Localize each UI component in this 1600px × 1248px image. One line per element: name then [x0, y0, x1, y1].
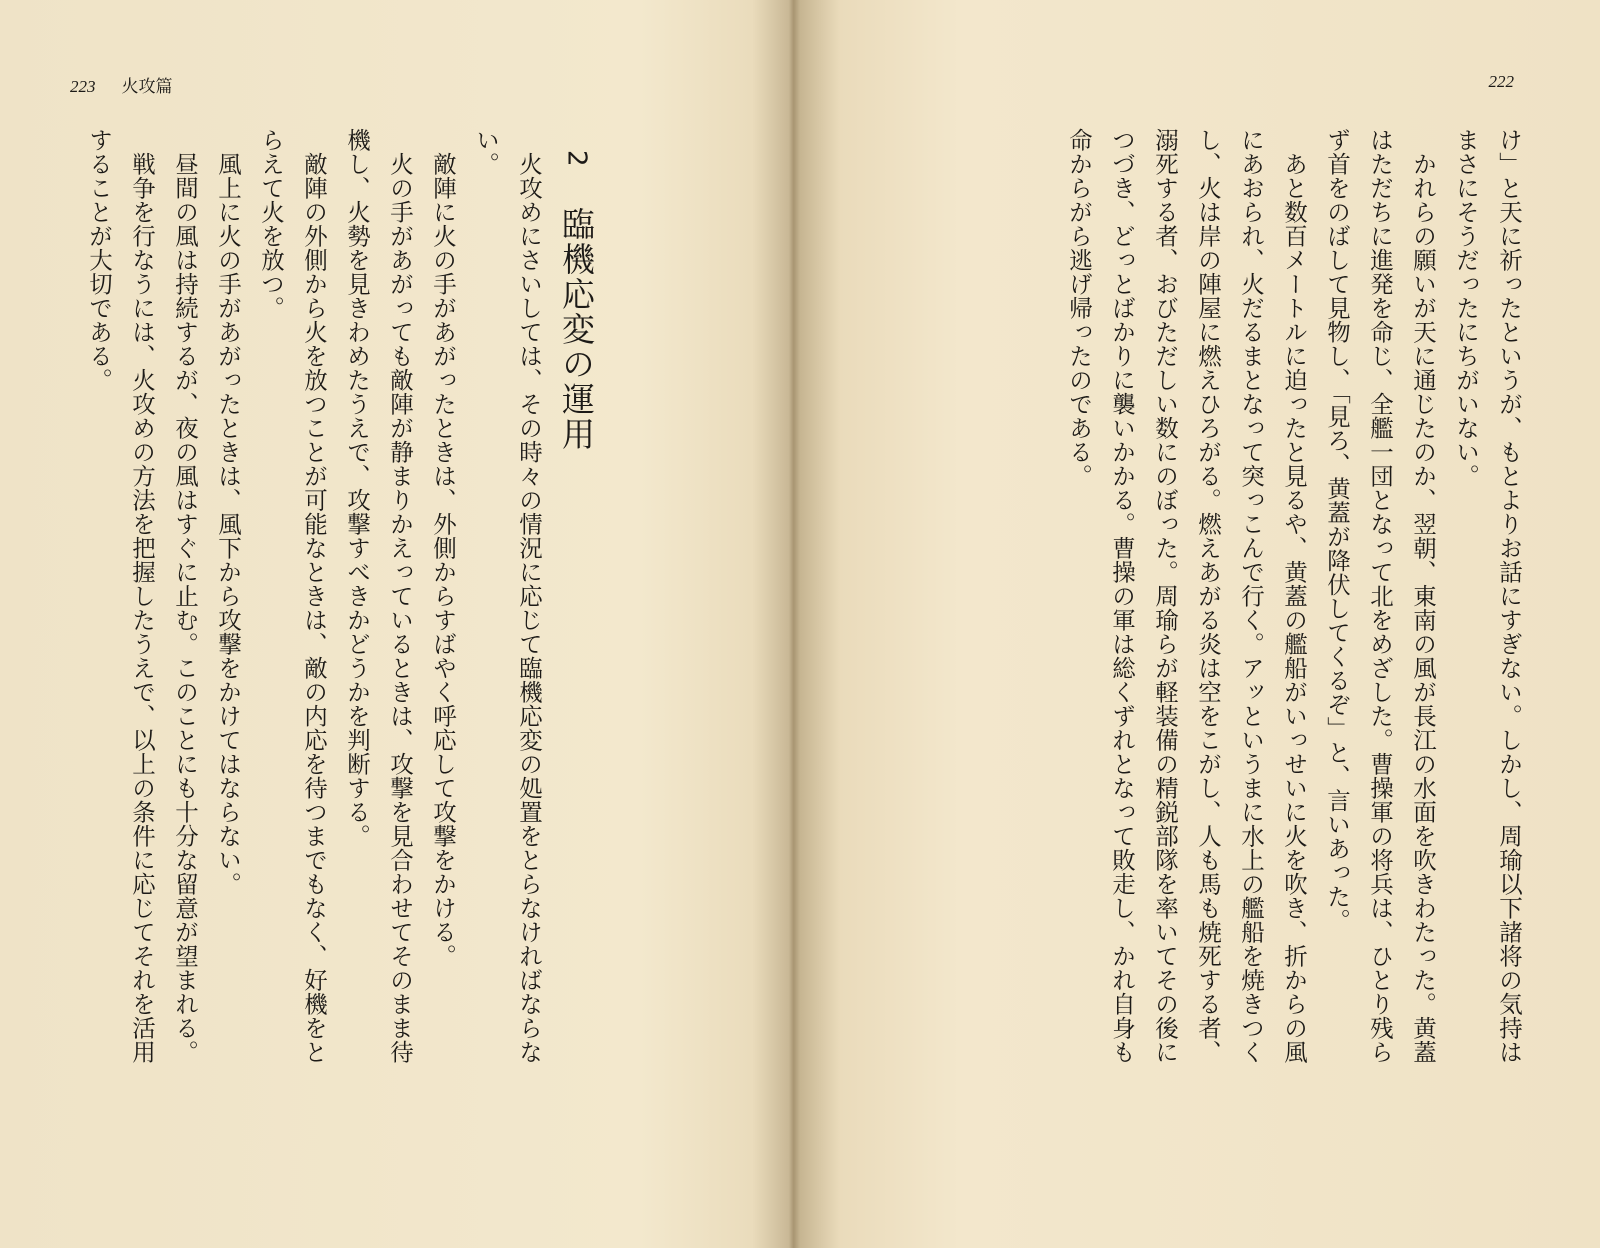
text-line: あと数百メートルに迫ったと見るや、黄蓋の艦船がいっせいに火を吹き、折からの風 — [1280, 151, 1308, 1064]
text-line: 風上に火の手があがったときは、風下から攻撃をかけてはならない。 — [214, 151, 242, 896]
text-line: 敵陣に火の手があがったときは、外側からすばやく呼応して攻撃をかける。 — [429, 151, 457, 968]
text-line: 昼間の風は持続するが、夜の風はすぐに止む。このことにも十分な留意が望まれる。 — [171, 151, 199, 1064]
running-head: 火攻篇 — [121, 77, 173, 97]
text-line: まさにそうだったにちがいない。 — [1452, 128, 1480, 488]
text-line: 敵陣の外側から火を放つことが可能なときは、敵の内応を待つまでもなく、好機をと — [300, 151, 328, 1064]
section-title: 臨機応変の運用 — [557, 206, 596, 452]
text-line: にあおられ、火だるまとなって突っこんで行く。アッというまに水上の艦船を焼きつく — [1237, 128, 1265, 1064]
section-heading — [553, 150, 600, 452]
right-page-header — [1489, 72, 1515, 92]
right-page-number: 222 — [1488, 72, 1514, 91]
text-line: 戦争を行なうには、火攻めの方法を把握したうえで、以上の条件に応じてそれを活用 — [128, 151, 156, 1064]
right-page-body — [1047, 128, 1523, 1138]
text-line: 機し、火勢を見きわめたうえで、攻撃すべきかどうかを判断する。 — [343, 128, 371, 848]
text-line: らえて火を放つ。 — [257, 128, 285, 320]
text-line: 溺死する者、おびただしい数にのぼった。周瑜らが軽装備の精鋭部隊を率いてその後に — [1151, 128, 1179, 1064]
text-line: かれらの願いが天に通じたのか、翌朝、東南の風が長江の水面を吹きわたった。黄蓋 — [1409, 151, 1437, 1064]
text-line: し、火は岸の陣屋に燃えひろがる。燃えあがる炎は空をこがし、人も馬も焼死する者、 — [1194, 128, 1222, 1064]
text-line: い。 — [472, 128, 500, 176]
left-page — [0, 0, 790, 1248]
left-page-body — [67, 128, 543, 1138]
text-line: け」と天に祈ったというが、もとよりお話にすぎない。しかし、周瑜以下諸将の気持は — [1495, 128, 1523, 1064]
left-page-header — [70, 72, 173, 97]
text-line: つづき、どっとばかりに襲いかかる。曹操の軍は総くずれとなって敗走し、かれ自身も — [1108, 128, 1136, 1064]
text-line: 命からがら逃げ帰ったのである。 — [1065, 128, 1093, 488]
text-line: 火攻めにさいしては、その時々の情況に応じて臨機応変の処置をとらなければならな — [515, 151, 543, 1064]
text-line: することが大切である。 — [85, 128, 113, 392]
left-page-number: 223 — [70, 77, 96, 96]
text-line: 火の手があがっても敵陣が静まりかえっているときは、攻撃を見合わせてそのまま待 — [386, 151, 414, 1064]
right-page — [810, 0, 1600, 1248]
section-number: 2 — [561, 150, 592, 167]
text-line: ず首をのばして見物し、「見ろ、黄蓋が降伏してくるぞ」と、言いあった。 — [1323, 128, 1351, 933]
text-line: はただちに進発を命じ、全艦一団となって北をめざした。曹操軍の将兵は、ひとり残ら — [1366, 128, 1394, 1064]
